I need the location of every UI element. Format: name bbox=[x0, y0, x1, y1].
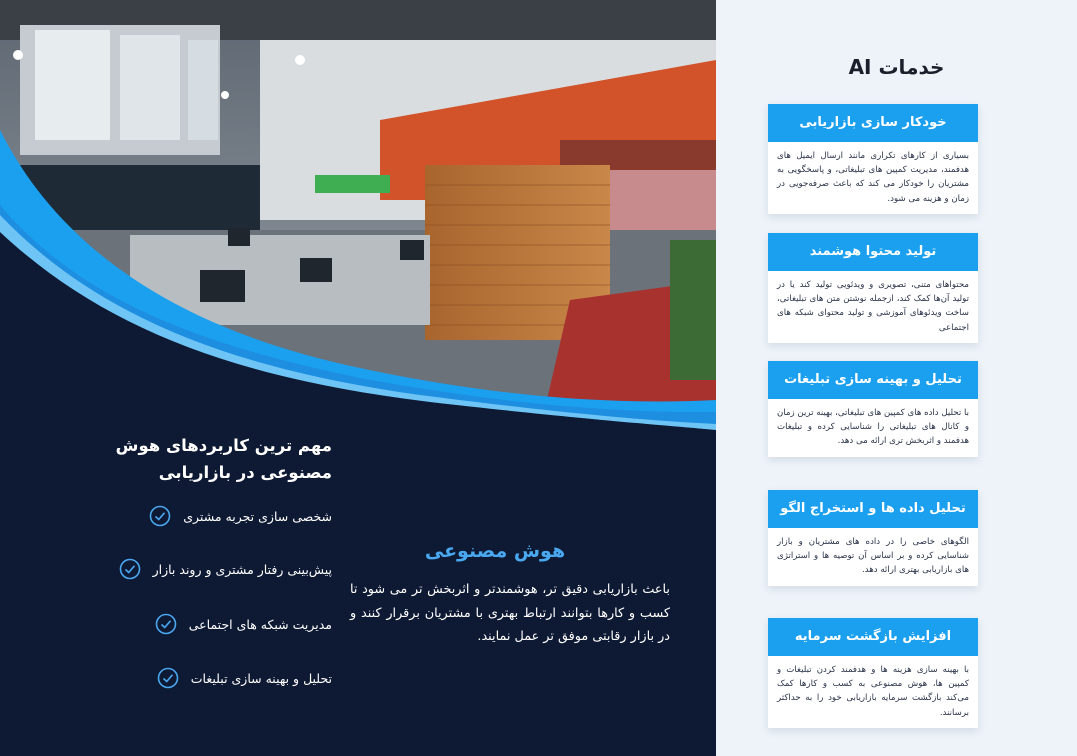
service-card-title: خودکار سازی بازاریابی bbox=[768, 104, 978, 142]
check-circle-icon bbox=[149, 505, 171, 527]
service-card-title: افزایش بازگشت سرمایه bbox=[768, 618, 978, 656]
service-card-title: تحلیل و بهینه سازی تبلیغات bbox=[768, 361, 978, 399]
ai-description: باعث بازاریابی دقیق تر، هوشمندتر و اثربخش تر می شود تا کسب و کارها بتوانند ارتباط بهتری با مشتریان برقرار کنند و در بازار رقابتی موفق تر عمل نمایند. bbox=[350, 582, 670, 644]
check-circle-icon bbox=[119, 558, 141, 580]
service-card-body: محتواهای متنی، تصویری و ویدئویی تولید کند یا در تولید آن‌ها کمک کند، ازجمله نوشتن متن های تبلیغاتی، ساخت ویدئوهای آموزشی و تولید محتوای شبکه های اجتماعی bbox=[777, 280, 969, 333]
ai-title: هوش مصنوعی bbox=[424, 540, 566, 562]
check-circle-icon bbox=[155, 613, 177, 635]
list-item-label: پیش‌بینی رفتار مشتری و روند بازار bbox=[152, 561, 332, 577]
list-item bbox=[155, 611, 332, 637]
service-card-title: تولید محتوا هوشمند bbox=[768, 233, 978, 271]
service-card bbox=[768, 361, 978, 457]
wave-decoration bbox=[0, 0, 716, 460]
list-item bbox=[149, 503, 332, 529]
services-title: خدمات AI bbox=[848, 55, 945, 79]
service-card bbox=[768, 618, 978, 728]
service-card-body: بسیاری از کارهای تکراری مانند ارسال ایمیل های هدفمند، مدیریت کمپین های تبلیغاتی، و پاسخگویی به مشتریان را خودکار می کند که باعث صرفه‌جویی در زمان و هزینه می شود. bbox=[777, 151, 969, 204]
list-item bbox=[119, 556, 332, 582]
service-card-body: الگوهای خاصی را در داده های مشتریان و بازار شناسایی کرده و بر اساس آن توصیه ها و استراتژی های بازاریابی بهتری ارائه دهد. bbox=[777, 537, 969, 576]
services-panel bbox=[716, 0, 1077, 756]
list-item-label: تحلیل و بهینه سازی تبلیغات bbox=[190, 670, 332, 686]
service-card-body: با تحلیل داده های کمپین های تبلیغاتی، بهینه ترین زمان و کانال های تبلیغاتی را شناسایی کرده و تبلیغات هدفمند و اثربخش تری ارائه می دهد. bbox=[777, 408, 969, 447]
list-item-label: مدیریت شبکه های اجتماعی bbox=[188, 616, 332, 632]
service-card bbox=[768, 233, 978, 343]
service-card bbox=[768, 104, 978, 214]
list-item bbox=[157, 665, 332, 691]
applications-heading: مهم ترین کاربردهای هوش مصنوعی در بازاریابی bbox=[115, 436, 332, 482]
service-card bbox=[768, 490, 978, 586]
service-card-body: با بهینه سازی هزینه ها و هدفمند کردن تبلیغات و کمپین ها، هوش مصنوعی به کسب و کارها کمک می‌کند بازگشت سرمایه بازاریابی خود را به حداکثر برسانند. bbox=[777, 665, 969, 718]
service-card-title: تحلیل داده ها و استخراج الگو bbox=[768, 490, 978, 528]
check-circle-icon bbox=[157, 667, 179, 689]
list-item-label: شخصی سازی تجربه مشتری bbox=[183, 508, 332, 524]
